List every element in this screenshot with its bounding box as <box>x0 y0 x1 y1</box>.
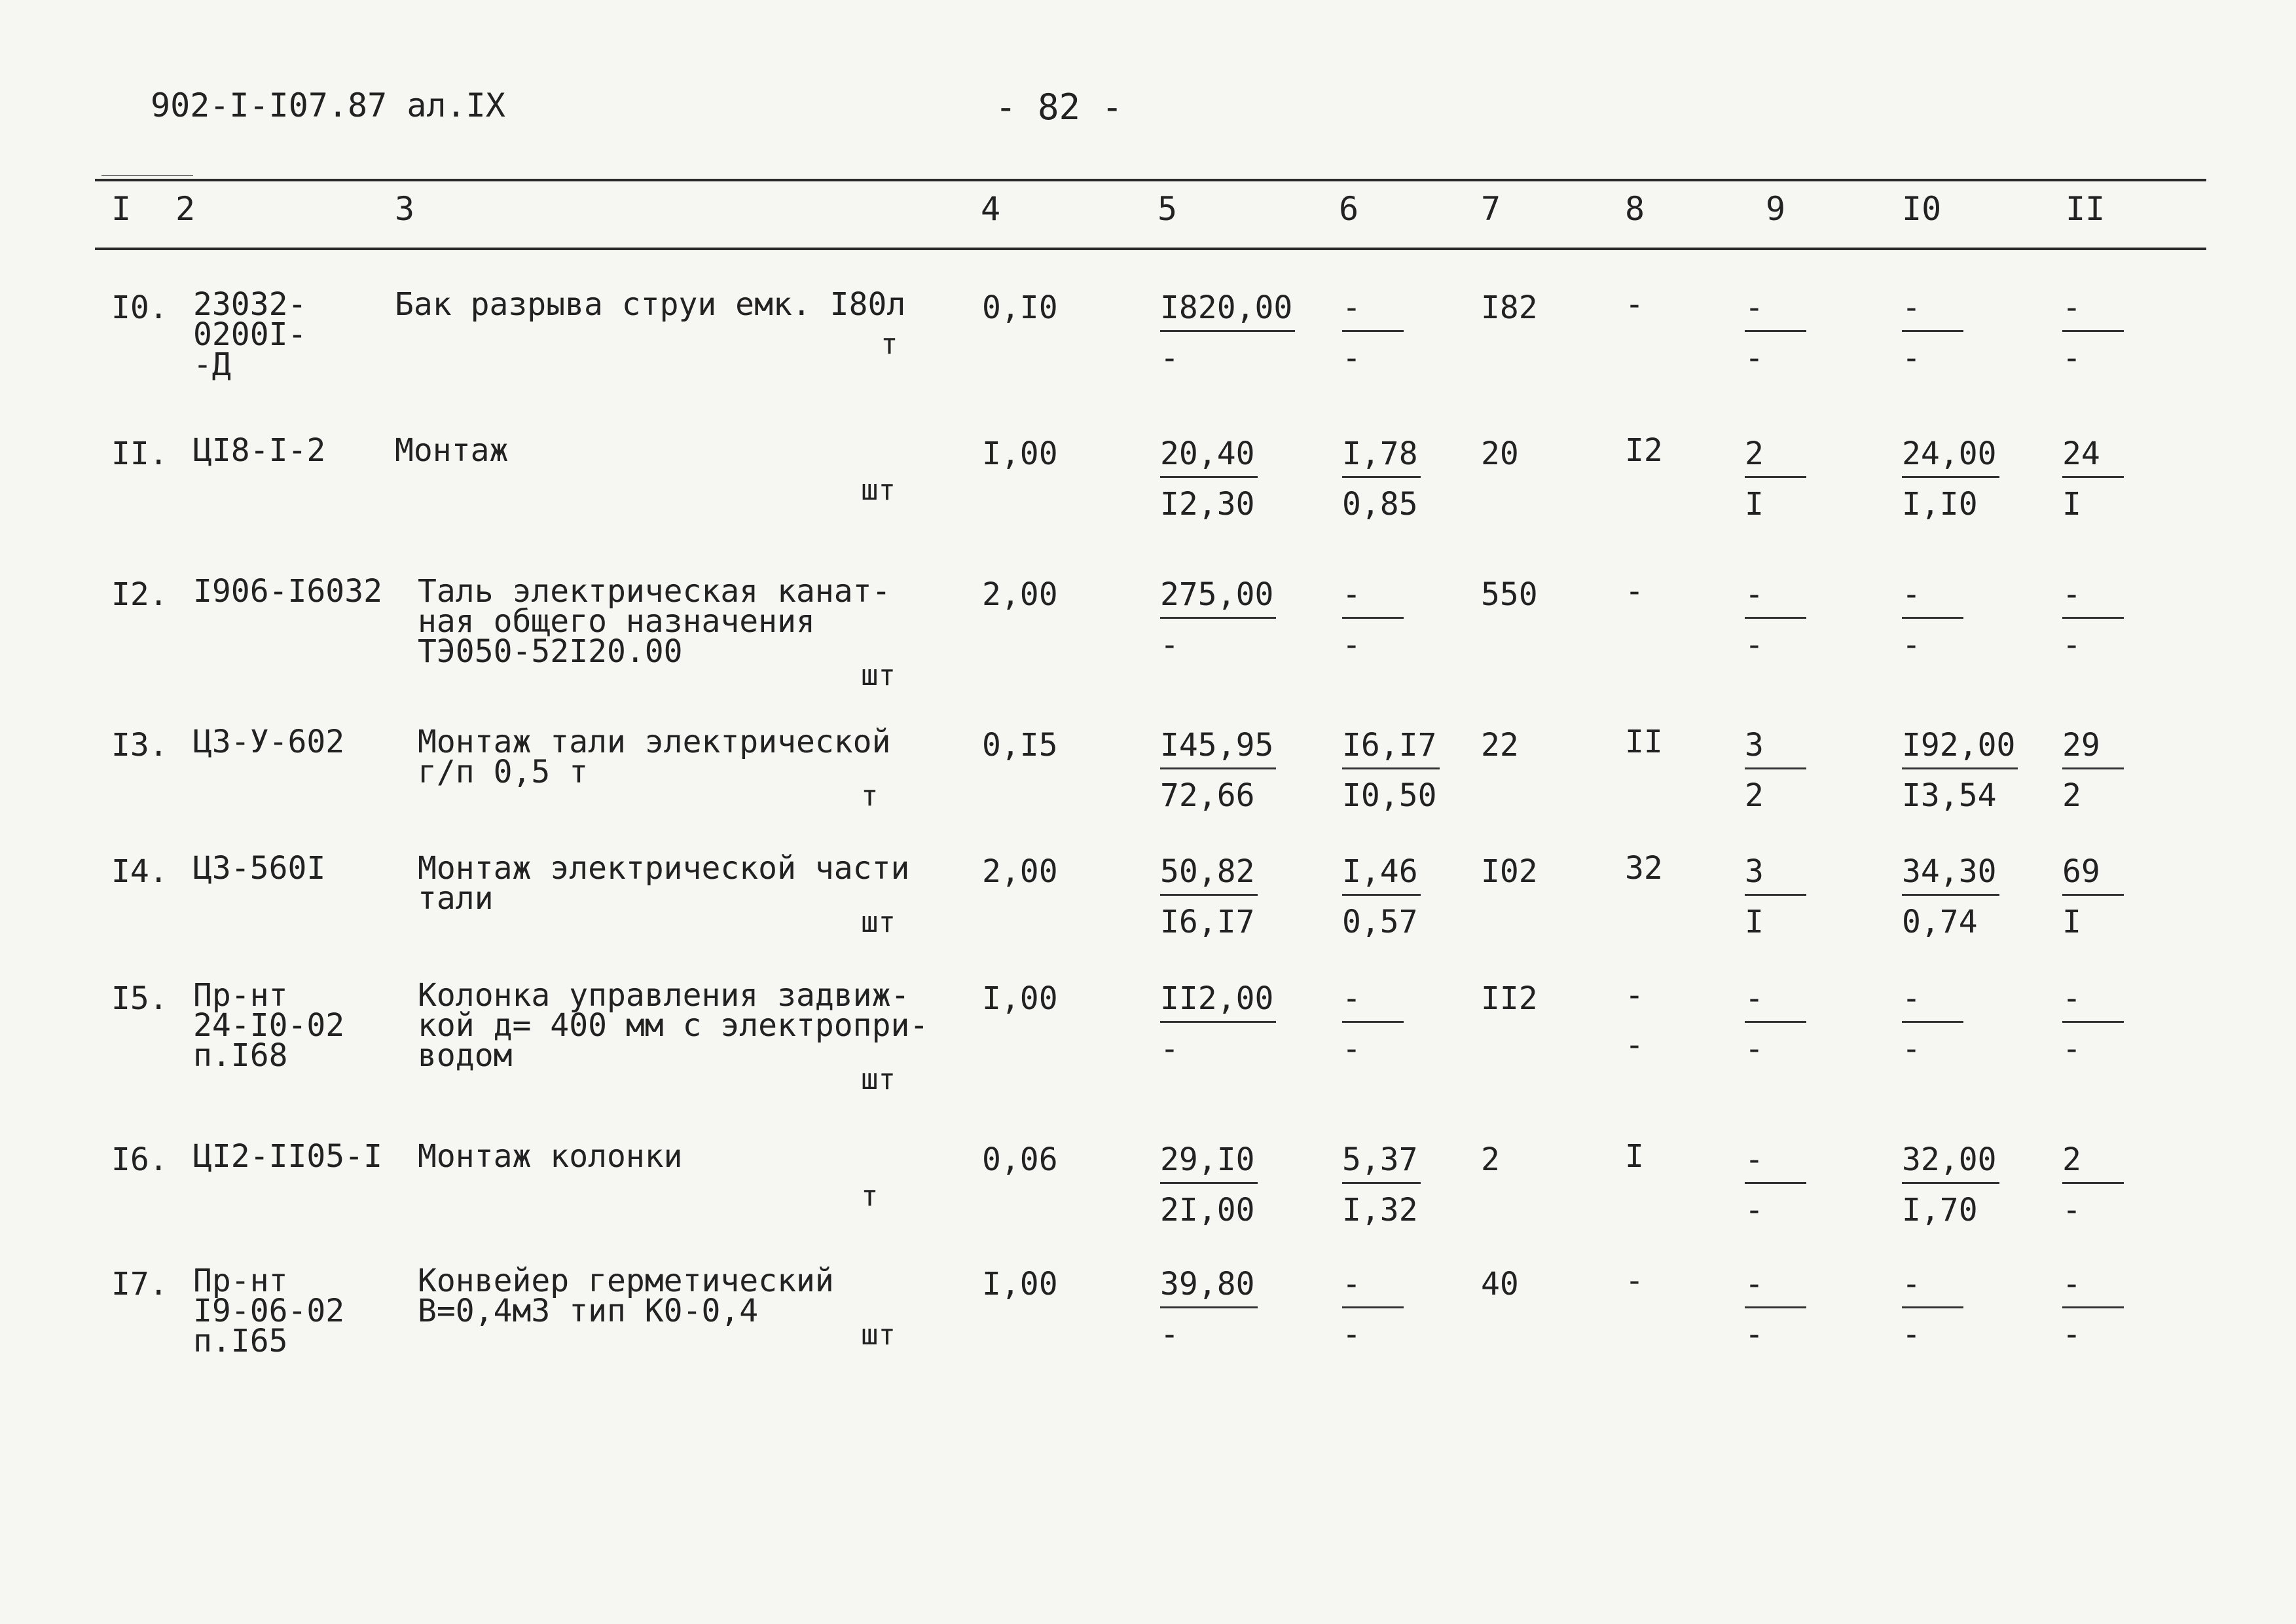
col7-value: 40 <box>1481 1266 1519 1302</box>
col10-value <box>1902 289 1963 377</box>
col6-value <box>1342 576 1404 663</box>
quantity: 2,00 <box>982 576 1058 613</box>
header-bottom-rule <box>95 248 2206 250</box>
col6-value-numerator: - <box>1342 576 1404 619</box>
col10-value-numerator: 24,00 <box>1902 435 1999 478</box>
col10-value-numerator: - <box>1902 1266 1963 1308</box>
item-name-line: Бак разрыва струи емк. I80л <box>395 286 906 323</box>
col7-value: 22 <box>1481 727 1519 764</box>
col5-value <box>1160 853 1258 940</box>
price-code-line: Пр-нт <box>193 1263 288 1299</box>
col6-value-denominator: I,32 <box>1342 1192 1418 1228</box>
col11-value-numerator: - <box>2062 980 2124 1023</box>
col8-value <box>1625 1138 1644 1191</box>
col8-value <box>1625 724 1663 777</box>
col8-line: I <box>1625 1138 1644 1175</box>
col11-value <box>2062 980 2124 1067</box>
price-code-line: п.I68 <box>193 1037 288 1074</box>
price-code-line: 23032- <box>193 286 307 323</box>
column-header-4: 4 <box>981 190 1001 228</box>
item-name-line: В=0,4м3 тип К0-0,4 <box>418 1293 759 1329</box>
quantity: I,00 <box>982 435 1058 472</box>
col10-value-denominator: - <box>1902 1031 1921 1067</box>
col6-value <box>1342 727 1440 814</box>
item-name-line: тали <box>418 880 494 917</box>
item-name <box>418 1138 683 1175</box>
item-name-line: Монтаж электрической части <box>418 850 910 887</box>
price-code-line: Ц3-У-602 <box>193 724 345 760</box>
col11-value <box>2062 1266 2124 1353</box>
item-name-line: Колонка управления задвиж- <box>418 977 910 1014</box>
col11-value-denominator: - <box>2062 1192 2081 1228</box>
quantity: 0,I5 <box>982 727 1058 764</box>
col8-line: - <box>1625 1263 1644 1299</box>
price-code-line: 0200I- <box>193 316 307 353</box>
price-code <box>193 1263 345 1359</box>
col9-value <box>1745 727 1806 814</box>
col8-value <box>1625 1263 1644 1316</box>
col5-value-denominator: - <box>1160 1031 1179 1067</box>
col9-value-denominator: - <box>1745 1192 1764 1228</box>
col8-line: - <box>1625 1027 1644 1063</box>
col6-value-denominator: 0,57 <box>1342 904 1418 940</box>
column-header-2: 2 <box>175 190 196 228</box>
col6-value-numerator: - <box>1342 980 1404 1023</box>
col9-value-numerator: 3 <box>1745 853 1806 896</box>
col10-value-denominator: I,I0 <box>1902 486 1978 523</box>
item-name-line: г/п 0,5 т <box>418 754 589 790</box>
col6-value-numerator: I6,I7 <box>1342 727 1440 769</box>
col10-value-numerator: I92,00 <box>1902 727 2018 769</box>
col9-value <box>1745 980 1806 1067</box>
price-code-line: Ц3-560I <box>193 850 326 887</box>
col11-value-numerator: - <box>2062 576 2124 619</box>
col9-value <box>1745 1141 1806 1228</box>
col5-value-numerator: 50,82 <box>1160 853 1258 896</box>
col6-value-denominator: I0,50 <box>1342 777 1437 814</box>
col8-value <box>1625 977 1644 1063</box>
col6-value-denominator: 0,85 <box>1342 486 1418 523</box>
col5-value <box>1160 1141 1258 1228</box>
item-name <box>395 432 509 469</box>
col8-line: 32 <box>1625 850 1663 887</box>
col7-value: 2 <box>1481 1141 1500 1178</box>
col6-value <box>1342 1141 1421 1228</box>
col11-value-denominator: I <box>2062 904 2081 940</box>
col5-value-denominator: - <box>1160 1316 1179 1353</box>
col9-value <box>1745 576 1806 663</box>
col8-value <box>1625 850 1663 903</box>
col6-value-denominator: - <box>1342 1316 1361 1353</box>
col7-value: I82 <box>1481 289 1538 326</box>
row-number: I2. <box>111 576 168 613</box>
col5-value-denominator: - <box>1160 340 1179 377</box>
price-code-line: п.I65 <box>193 1323 288 1359</box>
row-number: I4. <box>111 853 168 890</box>
item-name <box>418 573 891 670</box>
col5-value <box>1160 435 1258 523</box>
col5-value-numerator: 29,I0 <box>1160 1141 1258 1184</box>
row-number: I3. <box>111 727 168 764</box>
col10-value-denominator: - <box>1902 1316 1921 1353</box>
col5-value-denominator: - <box>1160 627 1179 663</box>
col8-line: - <box>1625 977 1644 1014</box>
col9-value-numerator: 3 <box>1745 727 1806 769</box>
col9-value-denominator: 2 <box>1745 777 1764 814</box>
col10-value <box>1902 980 1963 1067</box>
col11-value-denominator: - <box>2062 340 2081 377</box>
col8-line: - <box>1625 573 1644 610</box>
col9-value-numerator: 2 <box>1745 435 1806 478</box>
row-number: II. <box>111 435 168 472</box>
col9-value-numerator: - <box>1745 1141 1806 1184</box>
item-name-line: Монтаж колонки <box>418 1138 683 1175</box>
col9-value-denominator: - <box>1745 1316 1764 1353</box>
col5-value-denominator: I2,30 <box>1160 486 1255 523</box>
col9-value-denominator: - <box>1745 340 1764 377</box>
price-code-line: Пр-нт <box>193 977 288 1014</box>
col5-value-denominator: 72,66 <box>1160 777 1255 814</box>
col9-value-denominator: - <box>1745 627 1764 663</box>
item-name-line: Конвейер герметический <box>418 1263 834 1299</box>
unit-label: т <box>861 779 879 813</box>
col11-value <box>2062 853 2124 940</box>
col5-value <box>1160 980 1276 1067</box>
item-name-line: Таль электрическая канат- <box>418 573 891 610</box>
col8-value <box>1625 432 1663 485</box>
column-header-9: 9 <box>1766 190 1786 228</box>
col7-value: II2 <box>1481 980 1538 1017</box>
col7-value: 20 <box>1481 435 1519 472</box>
col8-value <box>1625 286 1644 339</box>
col5-value-numerator: 275,00 <box>1160 576 1276 619</box>
item-name <box>418 977 929 1074</box>
col5-value <box>1160 576 1276 663</box>
price-code <box>193 977 345 1074</box>
page-number: - 82 - <box>995 86 1123 128</box>
price-code-line: 24-I0-02 <box>193 1007 345 1044</box>
col9-value-denominator: I <box>1745 486 1764 523</box>
col8-line: I2 <box>1625 432 1663 469</box>
col11-value-denominator: I <box>2062 486 2081 523</box>
col11-value-denominator: - <box>2062 627 2081 663</box>
col10-value-denominator: - <box>1902 340 1921 377</box>
col10-value-numerator: - <box>1902 576 1963 619</box>
col5-value <box>1160 289 1295 377</box>
item-name-line: ная общего назначения <box>418 603 815 640</box>
col6-value <box>1342 435 1421 523</box>
item-name <box>418 850 910 917</box>
col11-value <box>2062 1141 2124 1228</box>
column-header-3: 3 <box>395 190 415 228</box>
unit-label: т <box>861 1179 879 1213</box>
col5-value-numerator: 39,80 <box>1160 1266 1258 1308</box>
table-top-rule <box>95 179 2206 181</box>
column-header-7: 7 <box>1481 190 1501 228</box>
col11-value-numerator: 69 <box>2062 853 2124 896</box>
col10-value <box>1902 727 2018 814</box>
col10-value-denominator: I3,54 <box>1902 777 1997 814</box>
col10-value-denominator: I,70 <box>1902 1192 1978 1228</box>
item-name-line: кой д= 400 мм с электропри- <box>418 1007 929 1044</box>
item-name <box>418 724 891 790</box>
col9-value-numerator: - <box>1745 980 1806 1023</box>
item-name <box>395 286 906 323</box>
col10-value-numerator: 32,00 <box>1902 1141 1999 1184</box>
col11-value-denominator: - <box>2062 1316 2081 1353</box>
col8-value <box>1625 573 1644 626</box>
row-number: I5. <box>111 980 168 1017</box>
col5-value <box>1160 727 1276 814</box>
price-code-line: ЦI2-II05-I <box>193 1138 382 1175</box>
col6-value-numerator: - <box>1342 1266 1404 1308</box>
column-header-5: 5 <box>1157 190 1178 228</box>
col6-value-denominator: - <box>1342 627 1361 663</box>
column-header-8: 8 <box>1625 190 1645 228</box>
col5-value <box>1160 1266 1258 1353</box>
quantity: I,00 <box>982 980 1058 1017</box>
unit-label: шт <box>861 473 896 507</box>
price-code <box>193 1138 382 1175</box>
item-name-line: Монтаж <box>395 432 509 469</box>
col5-value-numerator: 20,40 <box>1160 435 1258 478</box>
col9-value <box>1745 289 1806 377</box>
col11-value-numerator: 24 <box>2062 435 2124 478</box>
col10-value <box>1902 1266 1963 1353</box>
item-name-line: ТЭ050-52I20.00 <box>418 633 683 670</box>
col5-value-numerator: I45,95 <box>1160 727 1276 769</box>
col10-value-numerator: - <box>1902 980 1963 1023</box>
col11-value-denominator: 2 <box>2062 777 2081 814</box>
col11-value-denominator: - <box>2062 1031 2081 1067</box>
col6-value-denominator: - <box>1342 1031 1361 1067</box>
col10-value <box>1902 853 1999 940</box>
price-code-line: I9-06-02 <box>193 1293 345 1329</box>
col9-value <box>1745 1266 1806 1353</box>
col9-value-denominator: - <box>1745 1031 1764 1067</box>
column-header-6: 6 <box>1339 190 1359 228</box>
unit-label: т <box>881 327 898 361</box>
col6-value <box>1342 289 1404 377</box>
col9-value <box>1745 853 1806 940</box>
price-code <box>193 573 382 610</box>
col11-value-numerator: - <box>2062 289 2124 332</box>
unit-label: шт <box>861 906 896 939</box>
quantity: 0,I0 <box>982 289 1058 326</box>
col10-value-denominator: 0,74 <box>1902 904 1978 940</box>
column-header-10: I0 <box>1902 190 1942 228</box>
unit-label: шт <box>861 659 896 692</box>
price-code <box>193 724 345 760</box>
col9-value-numerator: - <box>1745 1266 1806 1308</box>
col8-line: - <box>1625 286 1644 323</box>
document-code: 902-I-I07.87 ал.IX <box>151 86 505 124</box>
column-header-1: I <box>111 190 132 228</box>
col8-line: II <box>1625 724 1663 760</box>
col7-value: I02 <box>1481 853 1538 890</box>
item-name-line: Монтаж тали электрической <box>418 724 891 760</box>
quantity: 2,00 <box>982 853 1058 890</box>
col11-value-numerator: 29 <box>2062 727 2124 769</box>
price-code <box>193 286 307 383</box>
col6-value-denominator: - <box>1342 340 1361 377</box>
price-code-line: I906-I6032 <box>193 573 382 610</box>
unit-label: шт <box>861 1063 896 1096</box>
col5-value-numerator: II2,00 <box>1160 980 1276 1023</box>
col6-value <box>1342 1266 1404 1353</box>
col11-value <box>2062 576 2124 663</box>
col6-value-numerator: 5,37 <box>1342 1141 1421 1184</box>
col6-value-numerator: - <box>1342 289 1404 332</box>
col6-value-numerator: I,46 <box>1342 853 1421 896</box>
col10-value-numerator: - <box>1902 289 1963 332</box>
col11-value <box>2062 727 2124 814</box>
col10-value <box>1902 435 1999 523</box>
col5-value-denominator: 2I,00 <box>1160 1192 1255 1228</box>
col10-value <box>1902 576 1963 663</box>
col11-value-numerator: - <box>2062 1266 2124 1308</box>
col10-value-numerator: 34,30 <box>1902 853 1999 896</box>
col11-value <box>2062 289 2124 377</box>
row-number: I7. <box>111 1266 168 1302</box>
unit-label: шт <box>861 1318 896 1352</box>
item-name <box>418 1263 834 1329</box>
col6-value-numerator: I,78 <box>1342 435 1421 478</box>
col9-value-numerator: - <box>1745 289 1806 332</box>
price-code <box>193 850 326 887</box>
column-header-11: II <box>2066 190 2105 228</box>
col9-value-numerator: - <box>1745 576 1806 619</box>
row-number: I6. <box>111 1141 168 1178</box>
quantity: I,00 <box>982 1266 1058 1302</box>
row-number: I0. <box>111 289 168 326</box>
item-name-line: водом <box>418 1037 513 1074</box>
price-code <box>193 432 326 469</box>
col11-value <box>2062 435 2124 523</box>
col5-value-denominator: I6,I7 <box>1160 904 1255 940</box>
col9-value-denominator: I <box>1745 904 1764 940</box>
col6-value <box>1342 853 1421 940</box>
col10-value <box>1902 1141 1999 1228</box>
col6-value <box>1342 980 1404 1067</box>
quantity: 0,06 <box>982 1141 1058 1178</box>
col10-value-denominator: - <box>1902 627 1921 663</box>
col7-value: 550 <box>1481 576 1538 613</box>
price-code-line: ЦI8-I-2 <box>193 432 326 469</box>
col11-value-numerator: 2 <box>2062 1141 2124 1184</box>
price-code-line: -Д <box>193 346 231 383</box>
col9-value <box>1745 435 1806 523</box>
margin-mark <box>101 175 193 176</box>
col5-value-numerator: I820,00 <box>1160 289 1295 332</box>
